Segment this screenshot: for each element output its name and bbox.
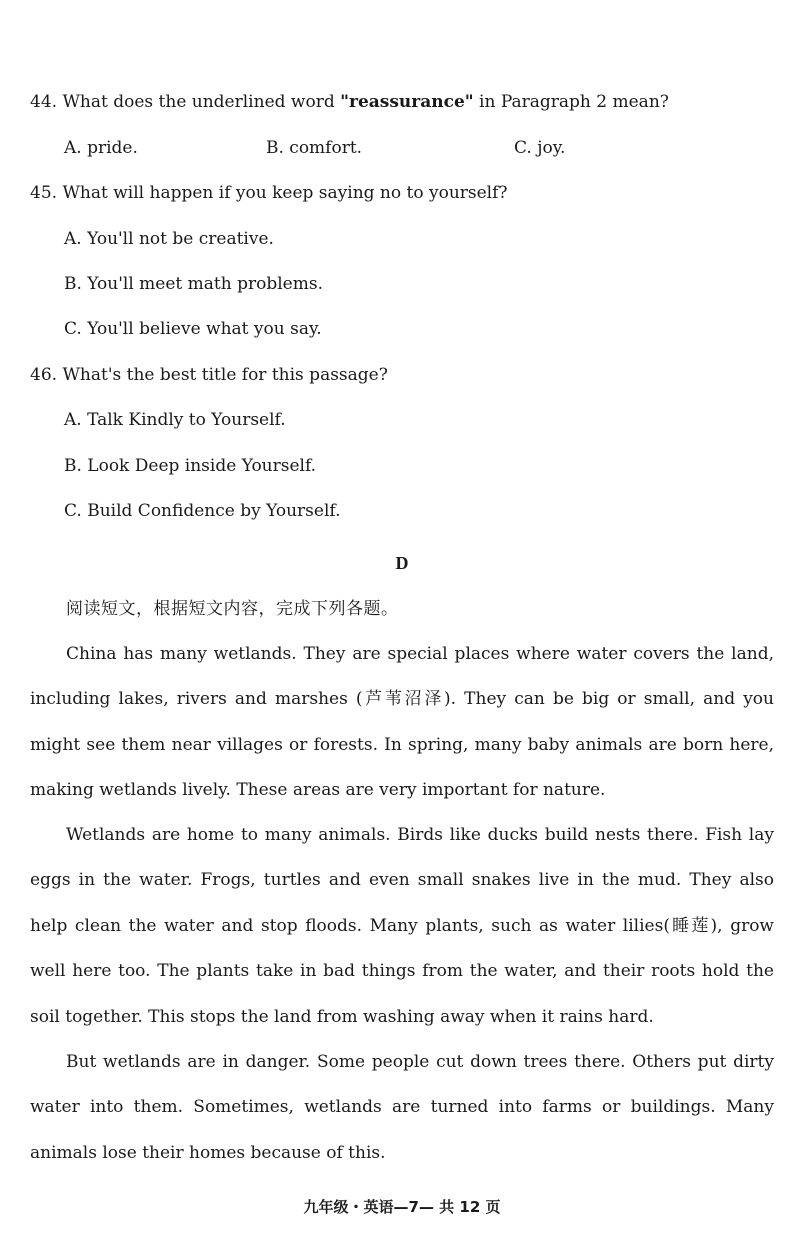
section-title: D (395, 553, 409, 573)
question-44-option-b: B. comfort. (266, 138, 363, 158)
passage-paragraph-1: China has many wetlands. They are special places where water covers the land, including lakes, rivers and marshes (芦苇沼泽). They can be big or small, and you might see them near villages or forests. In spring, many baby animals are born here, making wetlands lively. These areas are very important for nature. (30, 644, 774, 801)
passage-paragraph-2: Wetlands are home to many animals. Birds like ducks build nests there. Fish lay eggs in the water. Frogs, turtles and even small snakes live in the mud. They also help clean the water and stop floods. Many plants, such as water lilies(睡莲), grow well here too. The plants take in bad things from the water, and their roots hold the soil together. This stops the land from washing away when it rains hard. (30, 825, 774, 1027)
question-45-option-b: B. You'll meet math problems. (64, 274, 323, 294)
question-46-text: 46. What's the best title for this passage? (30, 365, 388, 385)
question-44-keyword: "reassurance" (340, 92, 474, 112)
question-45-option-c: C. You'll believe what you say. (64, 319, 322, 339)
question-45-option-a: A. You'll not be creative. (64, 229, 274, 249)
question-46-option-c: C. Build Confidence by Yourself. (64, 501, 341, 521)
question-44-text: 44. What does the underlined word (30, 92, 341, 112)
question-44-suffix: in Paragraph 2 mean? (473, 92, 669, 112)
section-instruction: 阅读短文，根据短文内容，完成下列各题。 (66, 599, 399, 619)
page-footer: 九年级・英语—7— 共 12 页 (303, 1198, 501, 1216)
question-44-option-a: A. pride. (64, 138, 138, 158)
passage-paragraph-3: But wetlands are in danger. Some people cut down trees there. Others put dirty water into them. Sometimes, wetlands are turned into farms or buildings. Many animals lose their homes because of this. (30, 1052, 774, 1163)
question-44-option-c: C. joy. (514, 138, 566, 158)
question-44 (30, 91, 669, 113)
question-46-option-b: B. Look Deep inside Yourself. (64, 456, 317, 476)
question-45-text: 45. What will happen if you keep saying no to yourself? (30, 183, 508, 203)
question-46-option-a: A. Talk Kindly to Yourself. (64, 410, 286, 430)
